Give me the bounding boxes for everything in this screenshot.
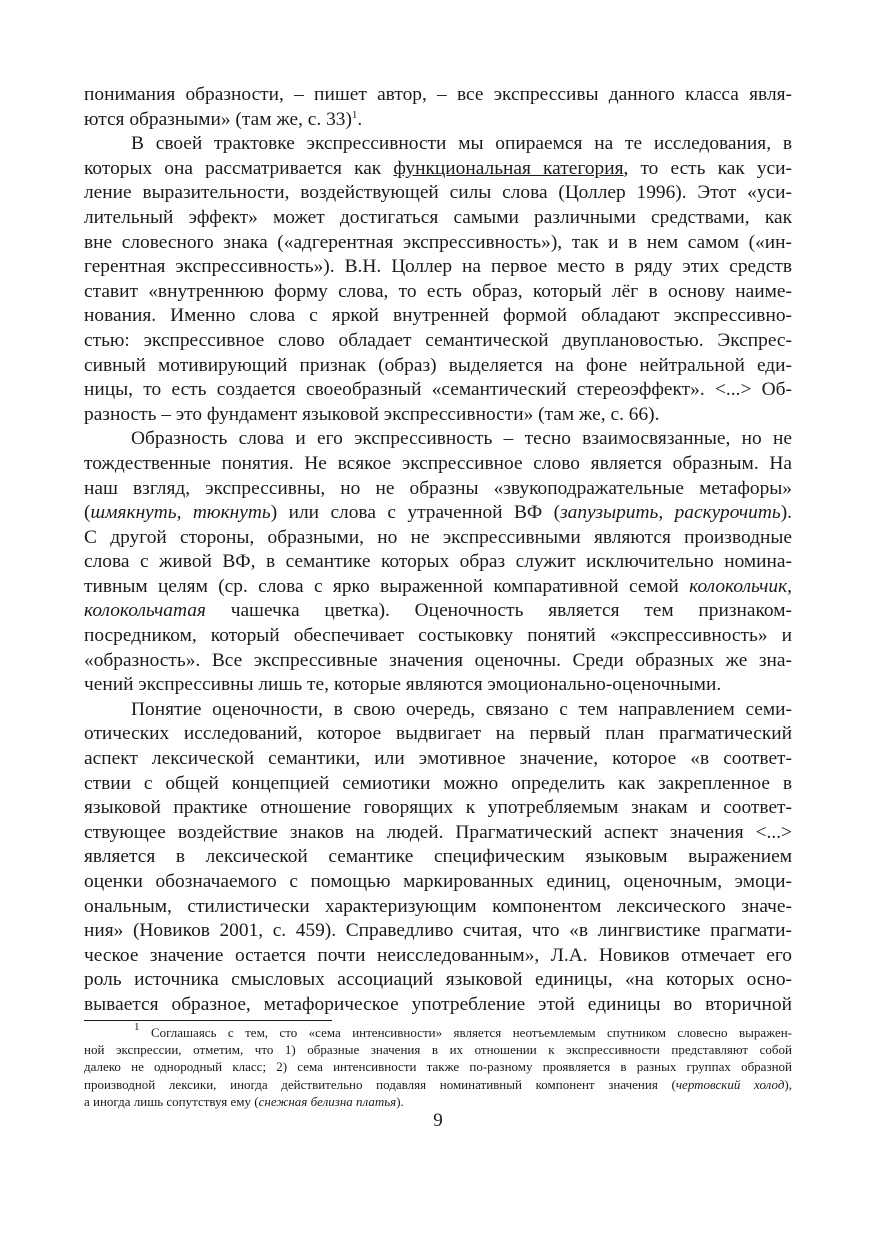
underlined-term: функциональная категория	[393, 157, 624, 179]
footnote	[84, 1021, 792, 1110]
text-line: ствии с общей концепцией семиотики можно определить как закрепленное в	[84, 772, 792, 794]
italic-example: колокольчик,	[689, 575, 792, 597]
text-line: аспект лексической семантики, или эмотивное значение, которое «в соответ-	[84, 748, 792, 770]
text-line: вывается образное, метафорическое употребление этой единицы во вторичной	[84, 993, 792, 1015]
text-line: ния» (Новиков 2001, с. 459). Справедливо считая, что «в лингвистике прагмати-	[84, 920, 792, 942]
text-line: является в лексической семантике специфическим языковым выражением	[84, 846, 792, 868]
text-line: посредником, который обеспечивает состыковку понятий «экспрессивность» и	[84, 625, 792, 647]
page-number: 9	[433, 1110, 443, 1131]
text-line: тивным целям (ср. слова с ярко выраженной компаративной семой колокольчик,	[84, 575, 792, 597]
text-line: ческое значение остается почти неисследованным», Л.А. Новиков отмечает его	[84, 944, 792, 966]
italic-example: чертовский холод	[675, 1076, 785, 1092]
text-line: наш взгляд, экспрессивны, но не образны «звукоподражательные метафоры»	[84, 477, 792, 499]
text-line: чений экспрессивны лишь те, которые являются эмоционально-оценочными.	[84, 674, 722, 696]
italic-example: снежная белизна платья	[258, 1093, 397, 1109]
text-line: языковой практике отношение говорящих к употребляемым знакам и соответ-	[84, 797, 792, 819]
text-line: Понятие оценочности, в свою очередь, связано с тем направлением семи-	[131, 698, 792, 720]
text-line: ются образными» (там же, с. 33)$^1$.	[84, 108, 363, 130]
text-line: лительный эффект» может достигаться самыми различными средствами, как	[84, 206, 792, 228]
text-line: роль источника смысловых ассоциаций языковой единицы, «на которых осно-	[84, 969, 792, 991]
text-line: ствующее воздействие знаков на людей. Прагматический аспект значения <...>	[84, 821, 792, 843]
text-line: ление выразительности, воздействующей силы слова (Цоллер 1996). Этот «уси-	[84, 182, 792, 204]
text-line: ставит «внутреннюю форму слова, то есть образ, который лёг в основу наиме-	[84, 280, 792, 302]
text-line: герентная экспрессивность»). В.Н. Цоллер на первое место в ряду этих средств	[84, 256, 792, 278]
footnote-line: производной лексики, иногда действительно подавляя номинативный компонент значения (чертовский холод),	[84, 1076, 792, 1092]
text-line: В своей трактовке экспрессивности мы опираемся на те исследования, в	[131, 133, 792, 155]
text-line: колокольчатая чашечка цветка). Оценочность является тем признаком-	[84, 600, 792, 622]
footnote-marker: 1	[134, 1021, 140, 1033]
main-text	[84, 83, 792, 1018]
text-line: разность – это фундамент языковой экспрессивности» (там же, с. 66).	[84, 403, 660, 425]
text-line: оценки обозначаемого с помощью маркированных единиц, оценочным, эмоци-	[84, 871, 792, 892]
footnote-line: а иногда лишь сопутствуя ему (снежная белизна платья).	[84, 1093, 404, 1109]
italic-example: запузырить, раскурочить	[560, 502, 781, 524]
footnote-ref[interactable]: 1	[351, 108, 358, 121]
text-line: сивный мотивирующий признак (образ) выделяется на фоне нейтральной еди-	[84, 354, 792, 376]
footnote-line: далеко не однородный класс; 2) сема интенсивности также по-разному проявляется в разных группах образной	[84, 1059, 792, 1075]
text-line: нования. Именно слова с яркой внутренней формой обладают экспрессивно-	[84, 305, 792, 327]
text-line: ницы, то есть создается своеобразный «семантический стереоэффект». <...> Об-	[84, 379, 792, 401]
text-line: «образность». Все экспрессивные значения оценочны. Среди образных же зна-	[84, 649, 792, 671]
footnote-line: $^1$ Соглашаясь с тем, сто «сема интенсивности» является неотъемлемым спутником словесно выражен-	[134, 1021, 792, 1040]
text-line: слова с живой ВФ, в семантике которых образ служит исключительно номина-	[84, 551, 792, 573]
text-line: тождественные понятия. Не всякое экспрессивное слово является образным. На	[84, 452, 792, 474]
text-line: стью: экспрессивное слово обладает семантической двуплановостью. Экспрес-	[84, 329, 792, 351]
text-line: Образность слова и его экспрессивность – тесно взаимосвязанные, но не	[131, 428, 792, 450]
italic-example: колокольчатая	[84, 600, 206, 622]
italic-example: шмякнуть, тюкнуть	[90, 502, 271, 524]
text-line: ональным, стилистически характеризующим компонентом лексического значе-	[84, 895, 792, 917]
text-line: С другой стороны, образными, но не экспрессивными являются производные	[84, 526, 792, 548]
text-line: (шмякнуть, тюкнуть) или слова с утраченной ВФ (запузырить, раскурочить).	[84, 502, 792, 524]
text-line: которых она рассматривается как функциональная категория, то есть как уси-	[84, 157, 792, 179]
text-line: отических исследований, которое выдвигает на первый план прагматический	[84, 723, 792, 745]
text-line: вне словесного знака («адгерентная экспрессивность»), так и в нем самом («ин-	[84, 231, 792, 253]
footnote-separator	[84, 1020, 332, 1021]
text-line: понимания образности, – пишет автор, – все экспрессивы данного класса явля-	[84, 84, 792, 105]
footnote-line: ной экспрессии, отметим, что 1) образные значения в их отношении к экспрессивности представляют собой	[84, 1042, 792, 1058]
